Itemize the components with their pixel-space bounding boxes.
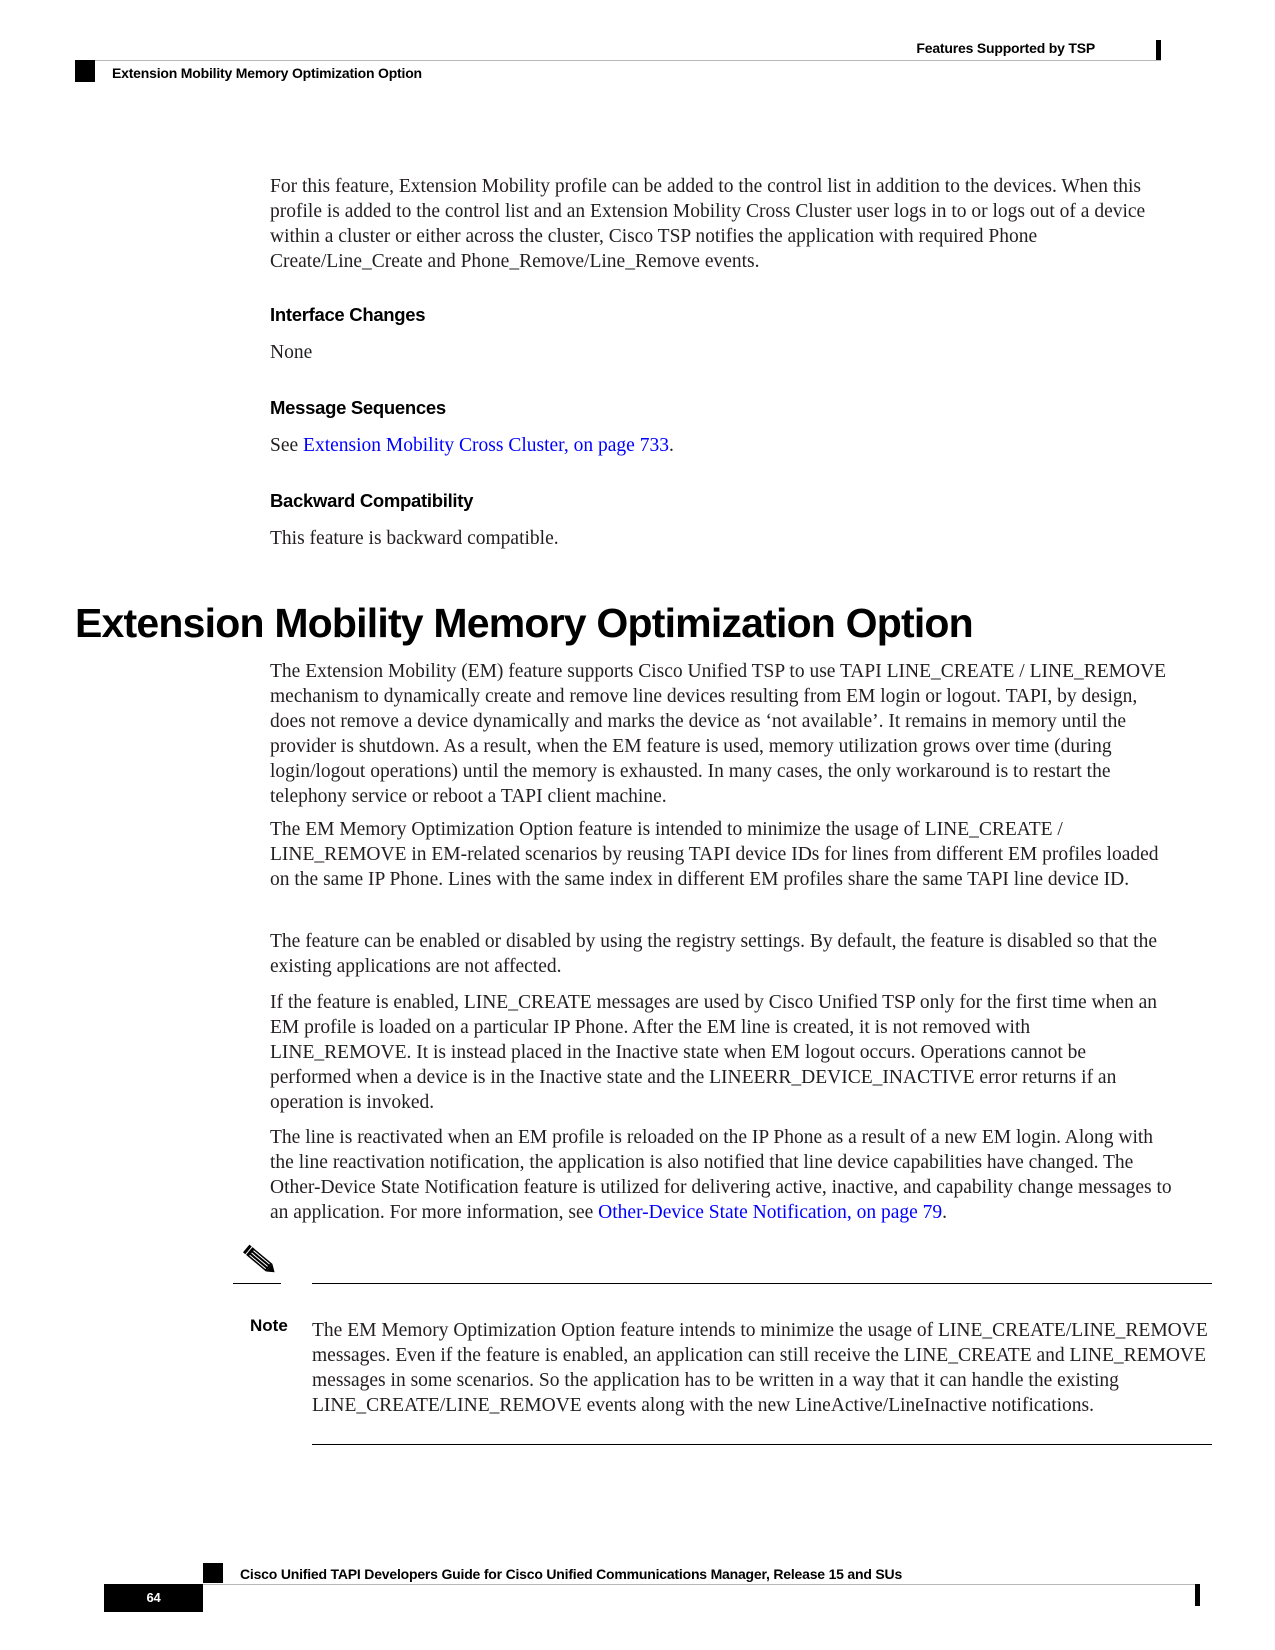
section-paragraph-4: If the feature is enabled, LINE_CREATE messages are used by Cisco Unified TSP only for the first time when an EM profile is loaded on a particular IP Phone. After the EM line is created, it is not removed with LINE_REMOVE. It is instead placed in the Inactive state when EM logout occurs. Operations cannot be performed when a device is in the Inactive state and the LINEERR_DEVICE_INACTIVE error returns if an operation is invoked. [270,992,1158,1113]
section-paragraph-3: The feature can be enabled or disabled by using the registry settings. By default, the feature is disabled so that the existing applications are not affected. [270,931,1157,977]
message-sequences-heading: Message Sequences [270,397,446,418]
footer-book-title: Cisco Unified TAPI Developers Guide for Cisco Unified Communications Manager, Release 15 and SUs [240,1566,903,1582]
page-number: 64 [146,1590,161,1605]
intro-paragraph: For this feature, Extension Mobility profile can be added to the control list in addition to the devices. When this profile is added to the control list and an Extension Mobility Cross Cluster user logs in to or logs out of a device within a cluster or either across the cluster, Cisco TSP notifies the application with required Phone Create/Line_Create and Phone_Remove/Line_Remove events. [270,176,1146,272]
footer-bar-right [1195,1584,1200,1606]
section-paragraph-2: The EM Memory Optimization Option feature is intended to minimize the usage of LINE_CREATE / LINE_REMOVE in EM-related scenarios by reusing TAPI device IDs for lines from different EM profiles loaded on the same IP Phone. Lines with the same index in different EM profiles share the same TAPI line device ID. [270,819,1159,890]
footer-block [203,1563,223,1583]
interface-changes-heading: Interface Changes [270,304,426,325]
extension-mobility-cross-cluster-link[interactable]: Extension Mobility Cross Cluster, on page 733 [303,435,669,456]
note-bottom-rule [312,1444,1212,1445]
running-header-chapter: Features Supported by TSP [916,40,1095,56]
paragraph-5-text: The line is reactivated when an EM profile is reloaded on the IP Phone as a result of a new EM login. Along with the line reactivation notification, the application is also notified that line device capabilities have changed. The Other-Device State Notification feature is utilized for delivering active, inactive, and capability change messages to an application. For more information, see [270,1127,1172,1223]
header-rule [75,60,1161,61]
header-block-left [75,60,95,82]
note-top-rule [312,1283,1212,1284]
section-paragraph-1: The Extension Mobility (EM) feature supports Cisco Unified TSP to use TAPI LINE_CREATE / LINE_REMOVE mechanism to dynamically create and remove line devices resulting from EM login or logout. TAPI, by design, does not remove a device dynamically and marks the device as ‘not available’. It remains in memory until the provider is shutdown. As a result, when the EM feature is used, memory utilization grows over time (during login/logout operations) until the memory is exhausted. In many cases, the only workaround is to restart the telephony service or reboot a TAPI client machine. [270,661,1167,807]
backward-compatibility-heading: Backward Compatibility [270,490,474,511]
backward-compatibility-text: This feature is backward compatible. [270,528,559,549]
pencil-note-icon [240,1240,280,1280]
message-sequences-prefix: See [270,435,304,456]
header-bar-right [1156,40,1161,60]
note-icon-underline [233,1283,281,1284]
footer-rule [104,1584,1200,1585]
other-device-state-notification-link[interactable]: Other-Device State Notification, on page 79 [598,1202,943,1223]
section-paragraph-5 [270,1125,1172,1225]
message-sequences-text [270,433,1172,458]
section-title: Extension Mobility Memory Optimization Option [75,600,973,646]
running-header-section: Extension Mobility Memory Optimization Option [112,65,422,81]
note-text: The EM Memory Optimization Option feature intends to minimize the usage of LINE_CREATE/LINE_REMOVE messages. Even if the feature is enabled, an application can still receive the LINE_CREATE and LINE_REMOVE messages in some scenarios. So the application has to be written in a way that it can handle the existing LINE_CREATE/LINE_REMOVE events along with the new LineActive/LineInactive notifications. [312,1320,1208,1416]
message-sequences-suffix: . [668,435,674,456]
paragraph-5-suffix: . [942,1202,948,1223]
interface-changes-text: None [270,342,313,363]
note-label: Note [250,1316,288,1335]
